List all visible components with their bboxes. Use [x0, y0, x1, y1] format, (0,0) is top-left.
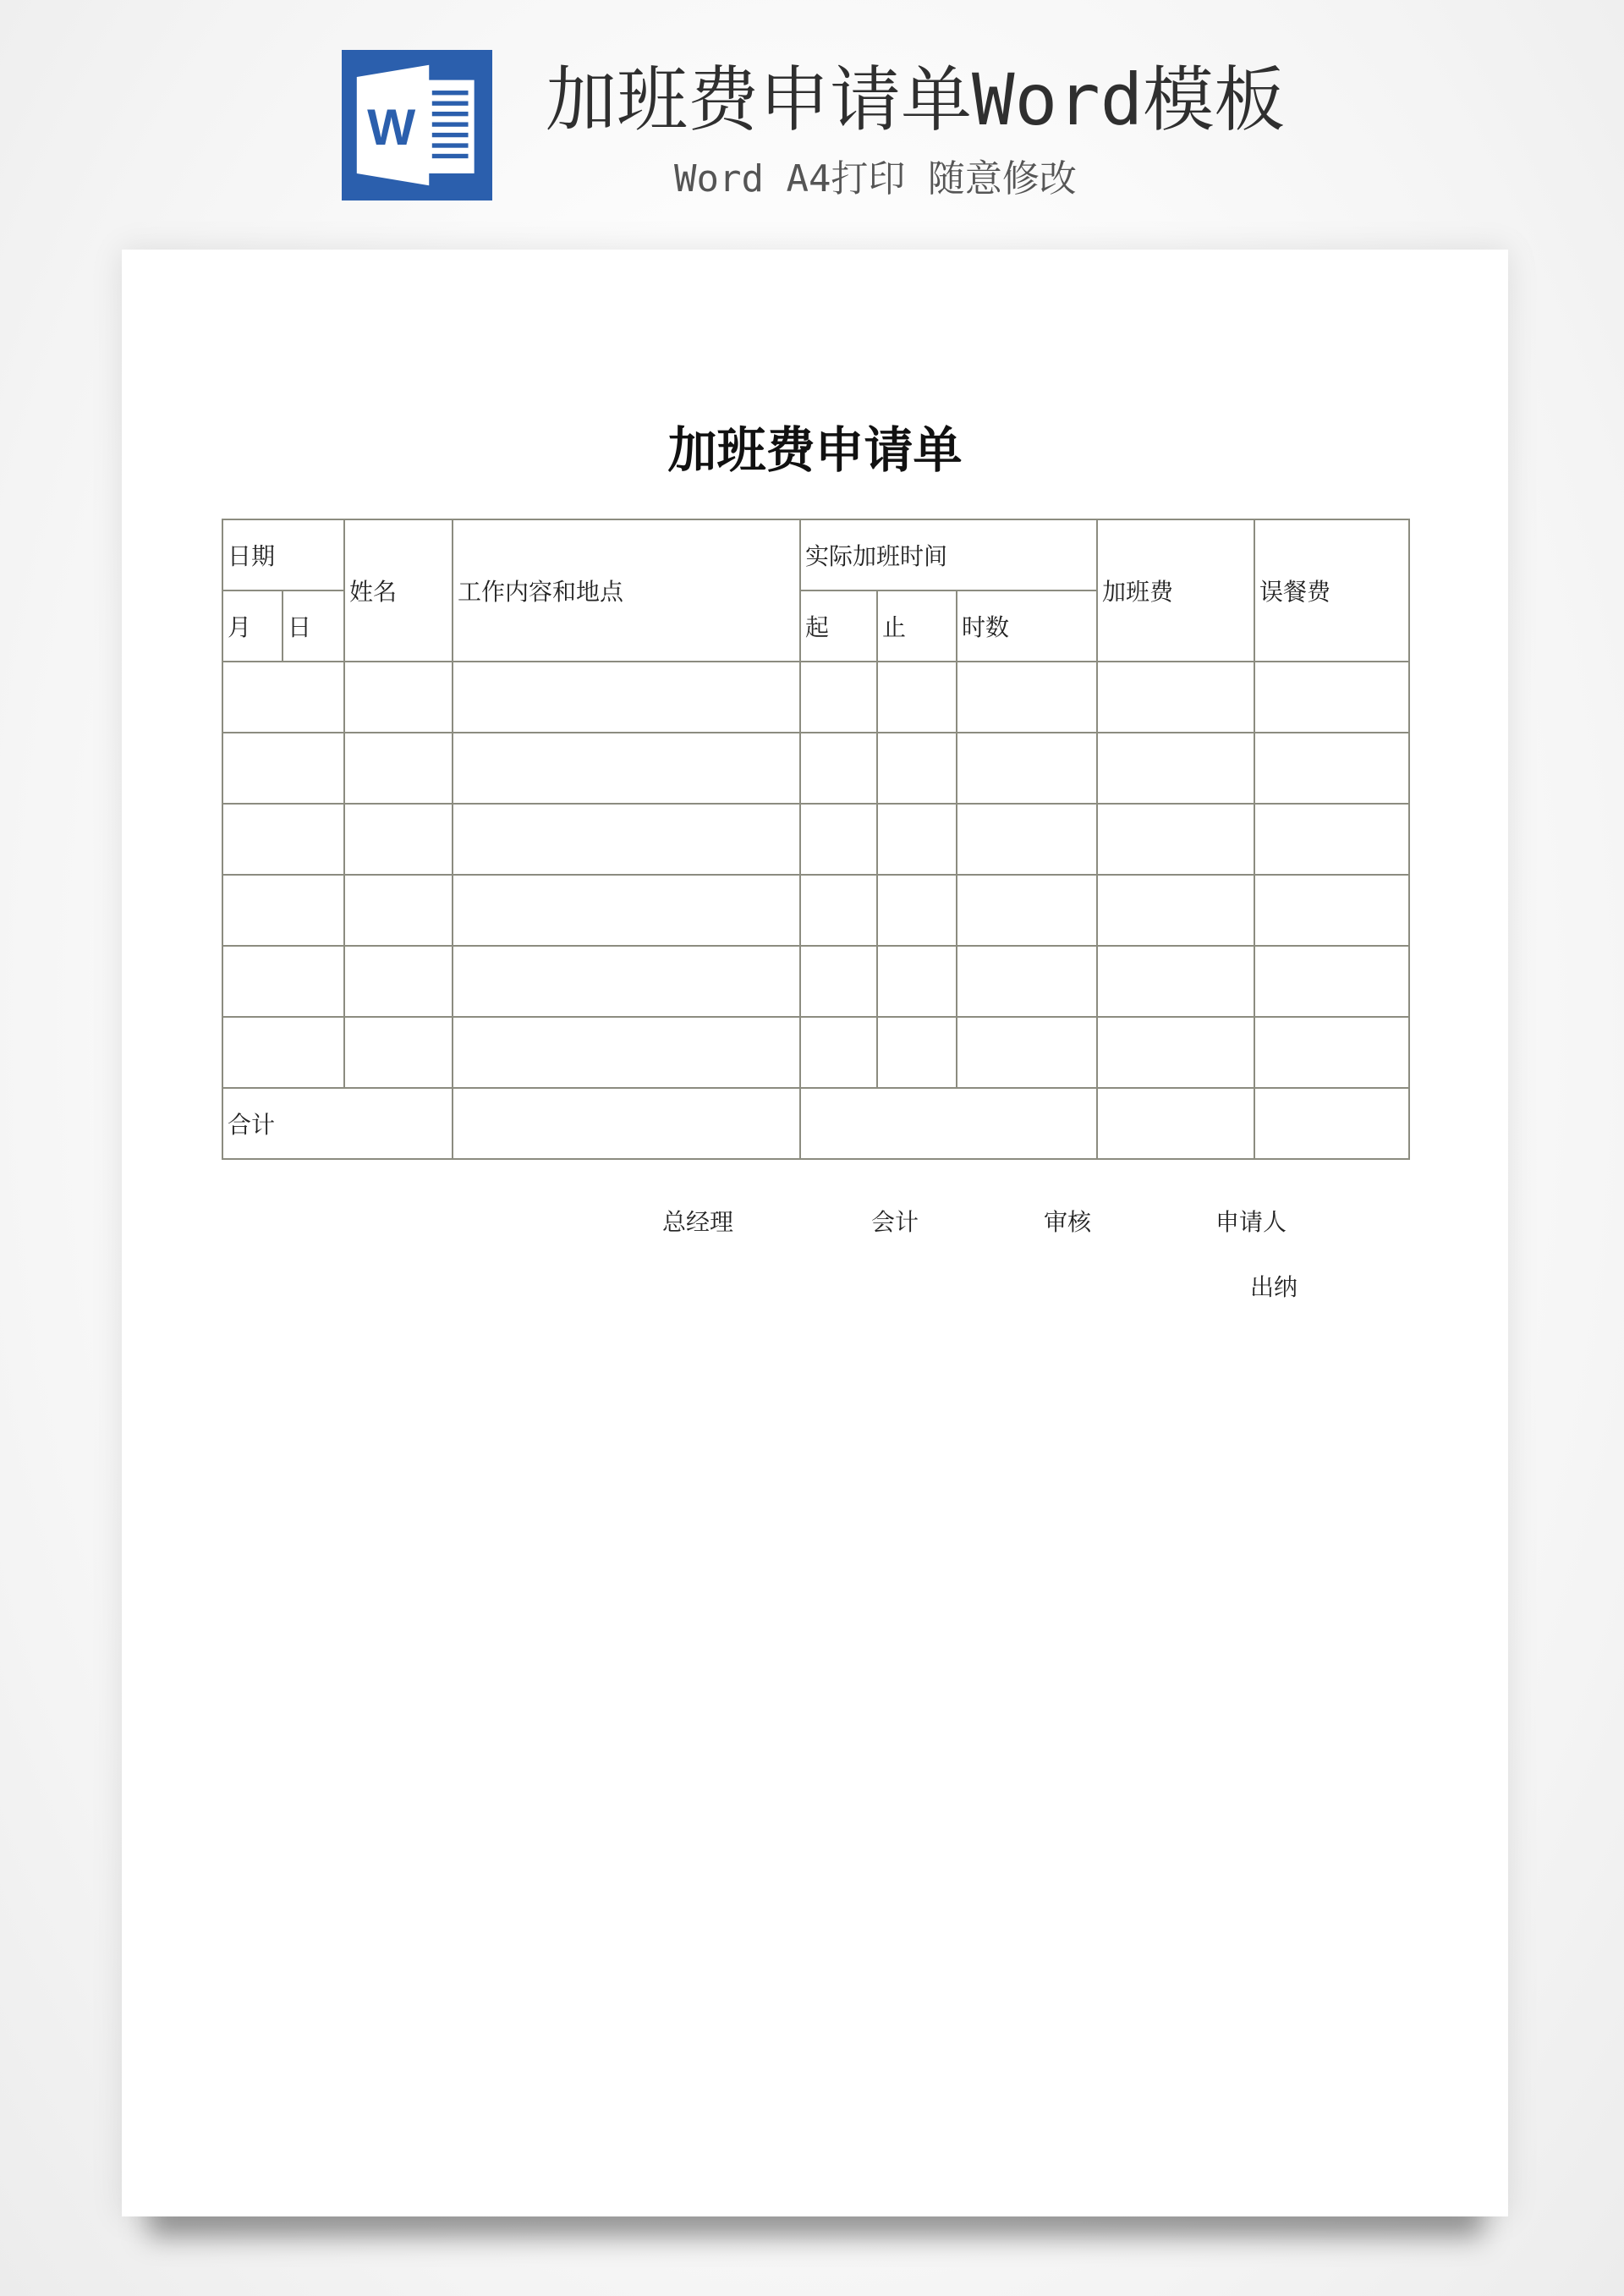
table-row — [222, 875, 1409, 946]
header-overtime-pay: 加班费 — [1097, 519, 1254, 662]
cell-name — [344, 733, 453, 804]
cell-end — [877, 804, 957, 875]
cell-work — [453, 733, 800, 804]
page-title: 加班费申请单Word模板 — [546, 58, 1286, 141]
cell-date — [222, 1017, 344, 1088]
table-row — [222, 662, 1409, 733]
cell-start — [800, 875, 877, 946]
cell-hours — [957, 946, 1097, 1017]
cell-name — [344, 875, 453, 946]
cell-hours — [957, 733, 1097, 804]
cell-meal-allowance — [1254, 875, 1409, 946]
overtime-pay-table — [222, 519, 1410, 1160]
cell-work — [453, 1017, 800, 1088]
cell-name — [344, 946, 453, 1017]
cell-overtime-pay — [1097, 804, 1254, 875]
cell-date — [222, 804, 344, 875]
cell-start — [800, 1017, 877, 1088]
total-overtime-pay — [1097, 1088, 1254, 1159]
header-actual-time: 实际加班时间 — [800, 519, 1097, 590]
cell-overtime-pay — [1097, 946, 1254, 1017]
header-hours: 时数 — [957, 590, 1097, 662]
header-end: 止 — [877, 590, 957, 662]
total-work — [453, 1088, 800, 1159]
table-row — [222, 946, 1409, 1017]
cell-overtime-pay — [1097, 662, 1254, 733]
document-sheet — [122, 250, 1508, 2216]
cell-meal-allowance — [1254, 1017, 1409, 1088]
cell-work — [453, 662, 800, 733]
cell-start — [800, 946, 877, 1017]
cell-end — [877, 662, 957, 733]
header-day: 日 — [283, 590, 344, 662]
total-meal-allowance — [1254, 1088, 1409, 1159]
cell-overtime-pay — [1097, 1017, 1254, 1088]
cell-date — [222, 733, 344, 804]
cell-meal-allowance — [1254, 804, 1409, 875]
word-icon — [342, 50, 492, 200]
table-row — [222, 733, 1409, 804]
word-icon-letter: W — [367, 98, 416, 157]
table-header-row — [222, 519, 1409, 590]
cell-name — [344, 804, 453, 875]
signature-general-manager: 总经理 — [662, 1210, 734, 1236]
cell-end — [877, 946, 957, 1017]
table-row — [222, 1017, 1409, 1088]
total-time — [800, 1088, 1097, 1159]
signature-accountant: 会计 — [871, 1210, 919, 1236]
cell-start — [800, 662, 877, 733]
table-row — [222, 804, 1409, 875]
cell-end — [877, 733, 957, 804]
header-work: 工作内容和地点 — [453, 519, 800, 662]
page-subtitle: Word A4打印 随意修改 — [674, 157, 1077, 200]
cell-start — [800, 804, 877, 875]
total-label: 合计 — [222, 1088, 453, 1159]
cell-overtime-pay — [1097, 875, 1254, 946]
cell-name — [344, 662, 453, 733]
cell-meal-allowance — [1254, 662, 1409, 733]
cell-hours — [957, 662, 1097, 733]
cell-work — [453, 946, 800, 1017]
cell-start — [800, 733, 877, 804]
signature-applicant: 申请人 — [1215, 1210, 1287, 1236]
cell-date — [222, 875, 344, 946]
cell-name — [344, 1017, 453, 1088]
cell-work — [453, 875, 800, 946]
cell-overtime-pay — [1097, 733, 1254, 804]
signature-cashier: 出纳 — [1250, 1275, 1298, 1301]
header-date: 日期 — [222, 519, 344, 590]
cell-meal-allowance — [1254, 733, 1409, 804]
cell-date — [222, 662, 344, 733]
cell-hours — [957, 804, 1097, 875]
document-title: 加班费申请单 — [667, 423, 963, 478]
cell-end — [877, 1017, 957, 1088]
cell-end — [877, 875, 957, 946]
cell-hours — [957, 1017, 1097, 1088]
cell-date — [222, 946, 344, 1017]
cell-work — [453, 804, 800, 875]
cell-meal-allowance — [1254, 946, 1409, 1017]
table-total-row — [222, 1088, 1409, 1159]
signature-reviewer: 审核 — [1044, 1210, 1092, 1236]
header-name: 姓名 — [344, 519, 453, 662]
header-meal-allowance: 误餐费 — [1254, 519, 1409, 662]
header-month: 月 — [222, 590, 283, 662]
cell-hours — [957, 875, 1097, 946]
header-start: 起 — [800, 590, 877, 662]
